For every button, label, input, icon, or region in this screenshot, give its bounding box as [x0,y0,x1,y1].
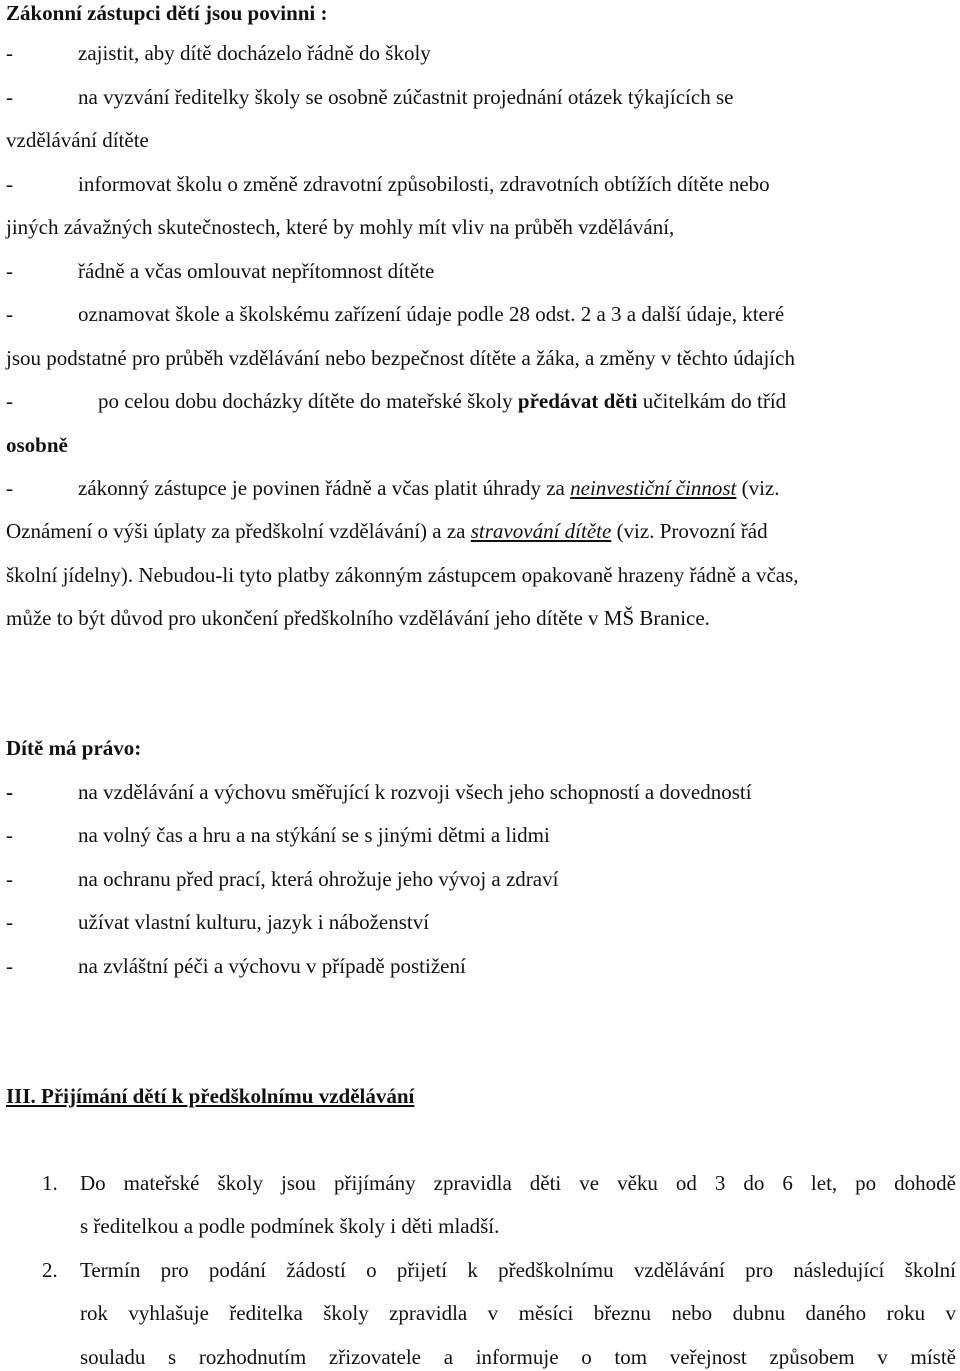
rights-item: užívat vlastní kulturu, jazyk i náboženství [78,910,430,934]
rights-item: na ochranu před prací, která ohrožuje jeho vývoj a zdraví [78,867,559,891]
obligation-item: oznamovat škole a školskému zařízení údaje podle 28 odst. 2 a 3 a další údaje, které [78,302,785,326]
item-text: zákonný zástupce je povinen řádně a včas platit úhrady za [78,476,571,500]
list-bullet: - [6,85,13,109]
obligations-heading: Zákonní zástupci dětí jsou povinni : [6,1,328,25]
fee-link[interactable]: neinvestiční činnost [570,476,737,500]
item-text: (viz. Provozní řád [611,519,768,543]
list-bullet: - [6,867,13,891]
rights-item: na volný čas a hru a na stýkání se s jinými dětmi a lidmi [78,823,550,847]
obligation-item: zajistit, aby dítě docházelo řádně do školy [78,41,431,65]
obligation-item [78,475,780,501]
obligation-item-continued: školní jídelny). Nebudou-li tyto platby zákonným zástupcem opakovaně hrazeny řádně a včas, [6,563,799,587]
obligation-item-continued: jiných závažných skutečnostech, které by mohly mít vliv na průběh vzdělávání, [6,215,675,239]
admission-item-continued: s ředitelkou a podle podmínek školy i děti mladší. [80,1214,500,1238]
list-bullet: - [6,302,13,326]
emphasis-text: předávat děti [517,389,638,413]
emphasis-text: osobně [6,433,68,457]
rights-heading: Dítě má právo: [6,736,142,760]
admission-item: Termín pro podání žádostí o přijetí k předškolnímu vzdělávání pro následující školní [80,1258,956,1282]
item-text: Oznámení o výši úplaty za předškolní vzdělávání) a za [6,519,471,543]
rights-item: na zvláštní péči a výchovu v případě postižení [78,954,466,978]
item-text: po celou dobu docházky dítěte do mateřské školy [98,389,518,413]
list-bullet: - [6,259,13,283]
list-bullet: - [6,780,13,804]
obligation-item: řádně a včas omlouvat nepřítomnost dítěte [78,259,435,283]
item-text: (viz. [736,476,780,500]
obligation-item-continued: vzdělávání dítěte [6,128,149,152]
rights-item: na vzdělávání a výchovu směřující k rozvoji všech jeho schopností a dovedností [78,780,752,804]
list-number: 1. [42,1171,58,1195]
list-bullet: - [6,41,13,65]
item-text: učitelkám do tříd [637,389,787,413]
obligation-item-continued [6,518,768,544]
list-bullet: - [6,954,13,978]
list-bullet: - [6,172,13,196]
obligation-item: informovat školu o změně zdravotní způsobilosti, zdravotních obtížích dítěte nebo [78,172,770,196]
list-number: 2. [42,1258,58,1282]
list-bullet: - [6,823,13,847]
obligation-item-continued: jsou podstatné pro průběh vzdělávání nebo bezpečnost dítěte a žáka, a změny v těchto údajích [6,346,795,370]
admission-item: Do mateřské školy jsou přijímány zpravidla děti ve věku od 3 do 6 let, po dohodě [80,1171,956,1195]
admission-item-continued: rok vyhlašuje ředitelka školy zpravidla v měsíci březnu nebo dubnu daného roku v [80,1301,956,1325]
admission-item-continued: souladu s rozhodnutím zřizovatele a informuje o tom veřejnost způsobem v místě [80,1345,956,1369]
list-bullet: - [6,389,13,413]
obligation-item-continued: může to být důvod pro ukončení předškolního vzdělávání jeho dítěte v MŠ Branice. [6,606,710,630]
list-bullet: - [6,910,13,934]
obligation-item: na vyzvání ředitelky školy se osobně zúčastnit projednání otázek týkajících se [78,85,734,109]
meals-link[interactable]: stravování dítěte [470,519,612,543]
obligation-item [98,388,786,414]
admission-heading: III. Přijímání dětí k předškolnímu vzdělávání [6,1084,415,1108]
list-bullet: - [6,476,13,500]
